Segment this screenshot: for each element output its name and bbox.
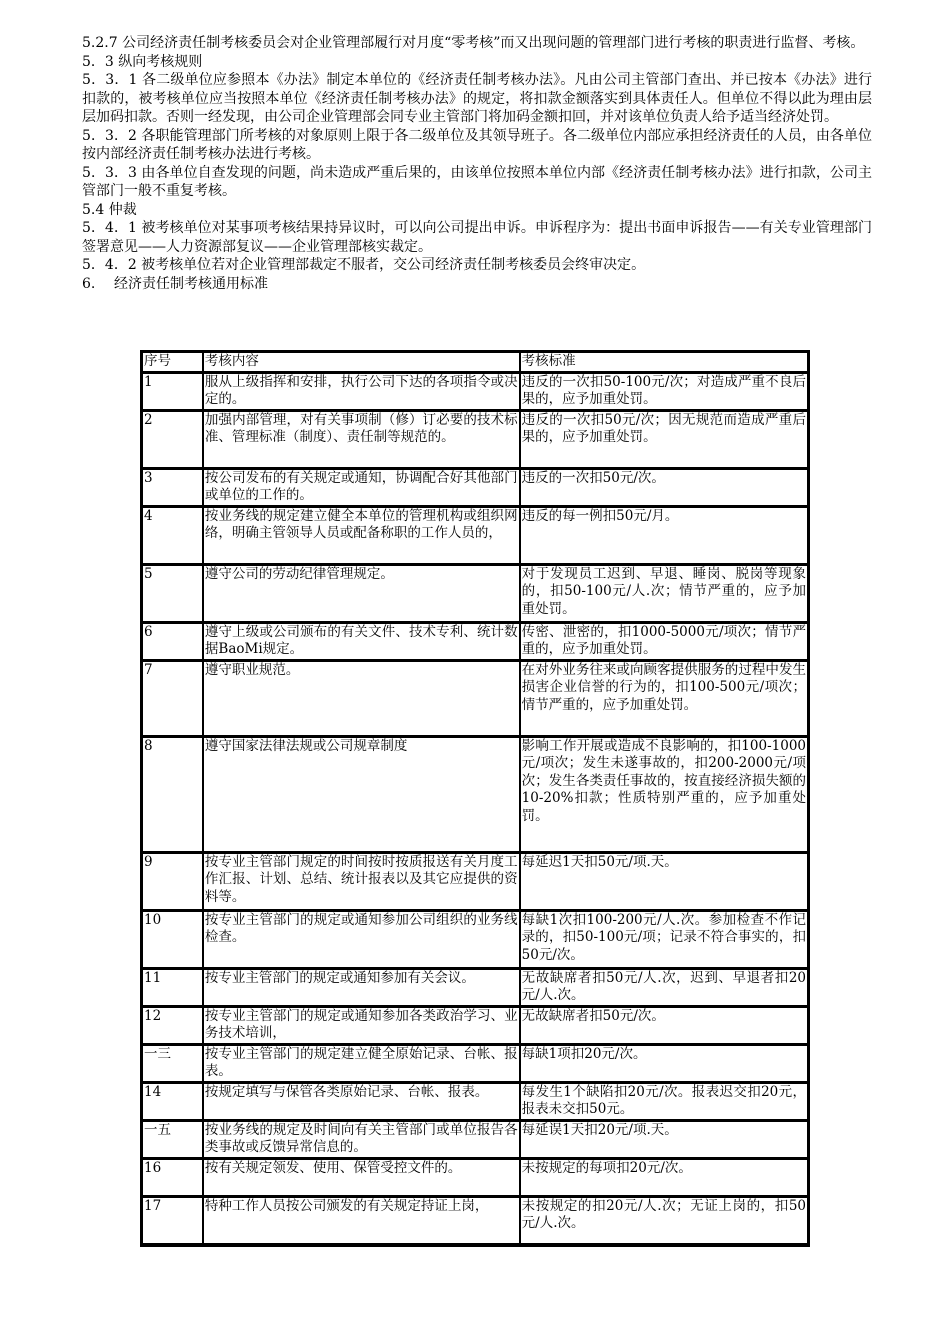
header-standard: 考核标准 <box>520 352 808 373</box>
paragraph-5-3-3: 5．3．3 由各单位自查发现的问题，尚未造成严重后果的，由该单位按照本单位内部《经济责任制考核办法》进行扣款，公司主管部门一般不重复考核。 <box>82 164 872 199</box>
cell-no: 8 <box>142 737 203 853</box>
section-6-title: 经济责任制考核通用标准 <box>114 275 268 292</box>
assessment-standards-table <box>140 350 810 1247</box>
table-row <box>142 565 808 623</box>
cell-standard: 无故缺席者扣50元/次。 <box>520 1007 808 1045</box>
cell-no: 4 <box>142 507 203 565</box>
cell-content: 遵守公司的劳动纪律管理规定。 <box>203 565 520 623</box>
table-row <box>142 1045 808 1083</box>
cell-standard: 影响工作开展或造成不良影响的，扣100-1000元/项次；发生未遂事故的，扣200-2000元/项次；发生各类责任事故的，按直接经济损失额的10-20%扣款；性质特别严重的，应予加重处罚。 <box>520 737 808 853</box>
header-no: 序号 <box>142 352 203 373</box>
cell-standard: 无故缺席者扣50元/人.次，迟到、早退者扣20元/人.次。 <box>520 969 808 1007</box>
cell-no: 11 <box>142 969 203 1007</box>
cell-content: 按专业主管部门的规定或通知参加公司组织的业务线检查。 <box>203 911 520 969</box>
table-row <box>142 623 808 661</box>
cell-standard: 每缺1次扣100-200元/人.次。参加检查不作记录的，扣50-100元/项；记录不符合事实的，扣50元/次。 <box>520 911 808 969</box>
cell-content: 按专业主管部门规定的时间按时按质报送有关月度工作汇报、计划、总结、统计报表以及其它应提供的资料等。 <box>203 853 520 911</box>
cell-no: 7 <box>142 661 203 737</box>
cell-content: 加强内部管理，对有关事项制（修）订必要的技术标准、管理标准（制度）、责任制等规范的。 <box>203 411 520 469</box>
cell-no: 17 <box>142 1197 203 1245</box>
paragraph-5-3-1: 5．3．1 各二级单位应参照本《办法》制定本单位的《经济责任制考核办法》。凡由公司主管部门查出、并已按本《办法》进行扣款的，被考核单位应当按照本单位《经济责任制考核办法》的规定，将扣款金额落实到具体责任人。但单位不得以此为理由层层加码扣款。否则一经发现，由公司企业管理部会同专业主管部门将加码金额扣回，并对该单位负责人给予适当经济处罚。 <box>82 72 872 125</box>
cell-standard: 每延误1天扣20元/项.天。 <box>520 1121 808 1159</box>
table-row <box>142 1159 808 1197</box>
table-row <box>142 1121 808 1159</box>
cell-content: 按公司发布的有关规定或通知，协调配合好其他部门或单位的工作的。 <box>203 469 520 507</box>
cell-content: 遵守国家法律法规或公司规章制度 <box>203 737 520 853</box>
cell-no: 一三 <box>142 1045 203 1083</box>
table-row <box>142 469 808 507</box>
cell-standard: 每缺1项扣20元/次。 <box>520 1045 808 1083</box>
table-row <box>142 911 808 969</box>
cell-standard: 违反的一次扣50元/次；因无规范而造成严重后果的，应予加重处罚。 <box>520 411 808 469</box>
cell-standard: 未按规定的每项扣20元/次。 <box>520 1159 808 1197</box>
cell-content: 按业务线的规定建立健全本单位的管理机构或组织网络，明确主管领导人员或配备称职的工作人员的， <box>203 507 520 565</box>
cell-no: 9 <box>142 853 203 911</box>
cell-no: 10 <box>142 911 203 969</box>
cell-content: 按专业主管部门的规定或通知参加各类政治学习、业务技术培训， <box>203 1007 520 1045</box>
section-6-heading <box>82 275 872 294</box>
table-row <box>142 969 808 1007</box>
table-row <box>142 661 808 737</box>
cell-standard: 在对外业务往来或向顾客提供服务的过程中发生损害企业信誉的行为的，扣100-500元/项次；情节严重的，应予加重处罚。 <box>520 661 808 737</box>
table-row <box>142 1083 808 1121</box>
cell-standard: 违反的每一例扣50元/月。 <box>520 507 808 565</box>
heading-5-4: 5.4 仲裁 <box>82 201 137 218</box>
cell-standard: 每发生1个缺陷扣20元/次。报表迟交扣20元，报表未交扣50元。 <box>520 1083 808 1121</box>
cell-content: 服从上级指挥和安排，执行公司下达的各项指令或决定的。 <box>203 373 520 411</box>
table-row <box>142 1007 808 1045</box>
document-body <box>82 34 872 293</box>
cell-no: 5 <box>142 565 203 623</box>
cell-content: 按业务线的规定及时间向有关主管部门或单位报告各类事故或反馈异常信息的。 <box>203 1121 520 1159</box>
cell-no: 1 <box>142 373 203 411</box>
cell-no: 2 <box>142 411 203 469</box>
table-header-row <box>142 352 808 373</box>
table-row <box>142 411 808 469</box>
paragraph-5-4-2: 5．4．2 被考核单位若对企业管理部裁定不服者，交公司经济责任制考核委员会终审决定。 <box>82 257 646 273</box>
cell-content: 按有关规定领发、使用、保管受控文件的。 <box>203 1159 520 1197</box>
cell-no: 14 <box>142 1083 203 1121</box>
cell-standard: 对于发现员工迟到、早退、睡岗、脱岗等现象的，扣50-100元/人.次；情节严重的，应予加重处罚。 <box>520 565 808 623</box>
cell-content: 按专业主管部门的规定或通知参加有关会议。 <box>203 969 520 1007</box>
cell-no: 16 <box>142 1159 203 1197</box>
cell-no: 6 <box>142 623 203 661</box>
cell-standard: 传密、泄密的，扣1000-5000元/项次；情节严重的，应予加重处罚。 <box>520 623 808 661</box>
cell-standard: 每延迟1天扣50元/项.天。 <box>520 853 808 911</box>
header-content: 考核内容 <box>203 352 520 373</box>
cell-content: 遵守上级或公司颁布的有关文件、技术专利、统计数据BaoMi规定。 <box>203 623 520 661</box>
cell-content: 遵守职业规范。 <box>203 661 520 737</box>
heading-5-3: 5．3 纵向考核规则 <box>82 53 203 70</box>
paragraph-5-2-7: 5.2.7 公司经济责任制考核委员会对企业管理部履行对月度“零考核”而又出现问题的管理部门进行考核的职责进行监督、考核。 <box>82 35 865 51</box>
cell-standard: 未按规定的扣20元/人.次；无证上岗的，扣50元/人.次。 <box>520 1197 808 1245</box>
paragraph-5-4-1: 5．4．1 被考核单位对某事项考核结果持异议时，可以向公司提出申诉。申诉程序为：提出书面申诉报告——有关专业管理部门签署意见——人力资源部复议——企业管理部核实裁定。 <box>82 220 872 255</box>
cell-content: 按专业主管部门的规定建立健全原始记录、台帐、报表。 <box>203 1045 520 1083</box>
cell-standard: 违反的一次扣50-100元/次；对造成严重不良后果的，应予加重处罚。 <box>520 373 808 411</box>
paragraph-5-3-2: 5．3．2 各职能管理部门所考核的对象原则上限于各二级单位及其领导班子。各二级单位内部应承担经济责任的人员，由各单位按内部经济责任制考核办法进行考核。 <box>82 127 872 162</box>
table-row <box>142 373 808 411</box>
cell-no: 12 <box>142 1007 203 1045</box>
table-row <box>142 853 808 911</box>
cell-standard: 违反的一次扣50元/次。 <box>520 469 808 507</box>
cell-no: 3 <box>142 469 203 507</box>
table-row <box>142 1197 808 1245</box>
cell-content: 按规定填写与保管各类原始记录、台帐、报表。 <box>203 1083 520 1121</box>
cell-no: 一五 <box>142 1121 203 1159</box>
cell-content: 特种工作人员按公司颁发的有关规定持证上岗， <box>203 1197 520 1245</box>
table-row <box>142 737 808 853</box>
section-6-number: 6. <box>82 275 96 292</box>
table-row <box>142 507 808 565</box>
